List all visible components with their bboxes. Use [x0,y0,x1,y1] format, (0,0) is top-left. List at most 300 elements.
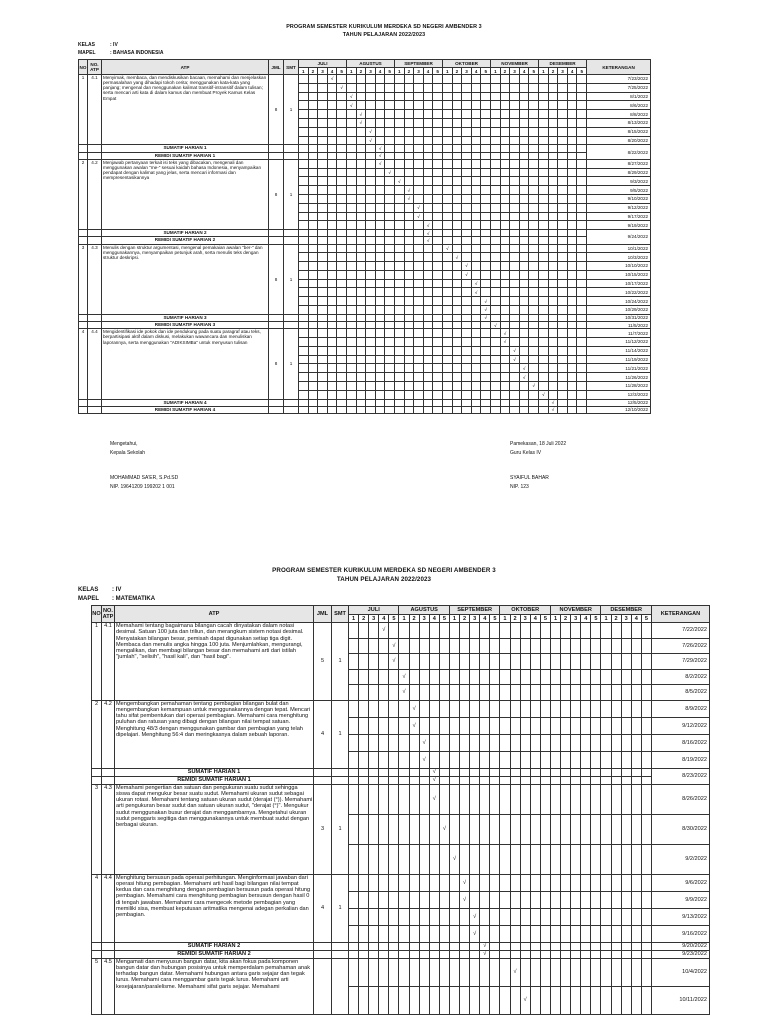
week-cell [540,734,550,751]
week-cell [389,950,399,958]
week-cell [471,322,481,329]
keterangan-date: 11/21/2022 [587,364,651,373]
week-cell [423,127,433,136]
week-cell [299,136,309,145]
week-cell [540,751,550,768]
week-cell [480,814,490,844]
week-cell [539,203,549,212]
week-cell [558,230,568,237]
week-cell [571,891,581,908]
week-number: 5 [385,68,395,75]
week-cell [327,306,337,315]
week-cell [510,279,520,288]
week-cell [366,390,376,399]
week-cell [423,338,433,347]
week-cell [337,399,347,406]
week-cell [449,638,459,654]
week-cell [601,669,611,685]
week-cell [385,203,395,212]
week-cell [369,950,379,958]
check-mark: √ [347,92,357,101]
week-cell [359,874,369,891]
week-cell [471,127,481,136]
week-number: 4 [567,68,577,75]
remidi-row [79,152,651,159]
week-number: 2 [308,68,318,75]
week-cell [443,92,453,101]
week-cell [375,306,385,315]
week-cell [318,145,328,152]
week-cell [540,700,550,717]
week-cell [395,230,405,237]
empty-cell [269,152,284,159]
week-cell [433,75,443,84]
week-cell [347,221,357,230]
week-cell [349,950,359,958]
week-cell [433,373,443,382]
week-cell [519,338,529,347]
week-cell [577,110,587,119]
week-cell [439,784,449,814]
week-cell [308,230,318,237]
check-mark: √ [414,212,424,221]
week-cell [471,168,481,177]
week-cell [481,329,491,338]
week-cell [540,669,550,685]
week-cell [347,279,357,288]
atp-description: Menyimak, membaca, dan mendiskusikan bacaan, memahami dan menjelaskan permasalahan yang dihadapi tokoh cerita; menggunakan kata-kata yang panjang; mengenal dan menggunakan kalimat transitif-intransitif dalam tulisan; serta mencari arti kata di dalam kamus dan membuat Proyek Kamus Kelas Empat [102,75,269,145]
keterangan-date: 9/5/2022 [587,186,651,195]
check-mark: √ [356,110,366,119]
week-cell [404,152,414,159]
week-number: 4 [471,68,481,75]
week-cell [359,768,369,776]
empty-cell [79,237,88,244]
week-cell [337,346,347,355]
week-cell [529,110,539,119]
week-cell [548,159,558,168]
week-cell [539,355,549,364]
week-cell [500,390,510,399]
week-cell [369,669,379,685]
week-number: 2 [359,615,369,623]
week-cell [327,399,337,406]
week-cell [510,212,520,221]
week-cell [567,382,577,391]
week-cell [439,925,449,942]
week-cell [443,399,453,406]
jml-value: 8 [269,75,284,145]
week-cell [414,230,424,237]
week-cell [470,623,480,639]
week-cell [356,177,366,186]
week-cell [510,168,520,177]
week-cell [460,776,470,784]
week-cell [409,751,419,768]
week-cell [337,186,347,195]
week-cell [299,306,309,315]
week-cell [347,288,357,297]
check-mark: √ [548,406,558,413]
week-cell [500,399,510,406]
table-row [92,784,710,814]
week-cell [581,908,591,925]
week-cell [519,127,529,136]
week-cell [510,288,520,297]
week-cell [318,306,328,315]
week-cell [337,288,347,297]
check-mark: √ [520,986,530,1014]
check-mark: √ [510,346,520,355]
week-cell [577,322,587,329]
keterangan-date: 10/24/2022 [587,297,651,306]
week-cell [567,297,577,306]
empty-cell [102,942,115,950]
row-number: 2 [79,159,88,229]
week-cell [375,177,385,186]
week-cell [500,734,510,751]
week-cell [443,203,453,212]
week-cell [462,399,472,406]
week-cell [385,297,395,306]
empty-cell [88,406,102,413]
week-cell [611,700,621,717]
week-cell [308,127,318,136]
atp-description: Menghitung bersusun pada operasi perhitungan. Menginformasi jawaban dari operasi hitung pembagian. Memahami arti hasil bagi bilangan nilai tempat kedua dan cara menghitung dengan pembagian bersusun pada operasi hitung pembagian. Memahami cara menghitung pembagian bersusun dengan hasil 0 di tengah jawaban. Memahami cara mengecek metode pembagian yang memiliki sisa, membuat keputusan aritmatika mengenai adegan perkalian dan pembagian. [115,874,314,942]
month-header: AGUSTUS [399,606,449,615]
week-cell [548,306,558,315]
week-cell [375,253,385,262]
week-cell [510,654,520,670]
week-cell [318,355,328,364]
week-cell [548,338,558,347]
week-cell [375,279,385,288]
week-cell [540,950,550,958]
week-cell [540,768,550,776]
week-cell [318,322,328,329]
atp-number: 4.4 [102,874,115,942]
week-cell [529,177,539,186]
row-number: 4 [79,329,88,399]
week-cell [399,814,409,844]
week-cell [591,654,601,670]
week-cell [510,186,520,195]
week-cell [359,958,369,986]
week-cell [601,623,611,639]
week-cell [460,844,470,874]
week-cell [601,942,611,950]
week-cell [500,101,510,110]
week-cell [419,986,429,1014]
week-cell [369,844,379,874]
week-cell [510,891,520,908]
week-cell [548,314,558,321]
week-cell [385,212,395,221]
week-cell [349,891,359,908]
week-cell [561,717,571,734]
week-cell [591,623,601,639]
week-cell [385,382,395,391]
week-cell [337,244,347,253]
week-cell [481,270,491,279]
week-cell [404,136,414,145]
week-cell [601,734,611,751]
keterangan-date: 10/31/2022 [587,314,651,321]
week-cell [558,75,568,84]
week-cell [530,986,540,1014]
week-cell [299,101,309,110]
week-cell [641,669,651,685]
week-cell [470,685,480,701]
week-cell [299,118,309,127]
week-cell [480,751,490,768]
week-cell [591,814,601,844]
jml-value: 8 [269,159,284,229]
week-cell [404,168,414,177]
week-cell [539,110,549,119]
week-cell [443,262,453,271]
week-cell [366,364,376,373]
week-number: 3 [558,68,568,75]
week-cell [299,194,309,203]
keterangan-date: 8/8/2022 [587,110,651,119]
week-cell [577,288,587,297]
week-cell [449,908,459,925]
week-cell [548,203,558,212]
week-cell [577,92,587,101]
week-cell [491,168,501,177]
week-cell [385,177,395,186]
week-cell [567,288,577,297]
week-cell [480,891,490,908]
week-cell [491,177,501,186]
week-cell [399,734,409,751]
empty-cell [332,942,349,950]
week-cell [423,159,433,168]
keterangan-date: 10/15/2022 [587,270,651,279]
week-cell [529,338,539,347]
header-no-atp: NO. ATP [88,60,102,75]
week-cell [443,288,453,297]
week-cell [462,92,472,101]
week-cell [611,717,621,734]
week-cell [337,212,347,221]
week-cell [452,382,462,391]
week-cell [567,194,577,203]
week-cell [520,685,530,701]
week-cell [641,776,651,784]
week-cell [631,874,641,891]
week-cell [308,406,318,413]
week-cell [558,127,568,136]
week-cell [567,212,577,221]
week-cell [471,92,481,101]
week-cell [299,237,309,244]
header-atp: ATP [115,606,314,623]
week-cell [433,186,443,195]
week-cell [481,288,491,297]
week-cell [577,159,587,168]
week-cell [385,288,395,297]
week-cell [481,253,491,262]
week-cell [641,751,651,768]
week-cell [356,297,366,306]
week-cell [558,399,568,406]
week-cell [423,279,433,288]
week-cell [375,75,385,84]
week-cell [550,623,560,639]
week-cell [510,373,520,382]
week-cell [375,406,385,413]
week-cell [581,784,591,814]
week-cell [462,373,472,382]
week-cell [359,784,369,814]
week-cell [327,152,337,159]
week-cell [530,925,540,942]
week-cell [404,364,414,373]
week-cell [481,279,491,288]
week-cell [510,145,520,152]
week-cell [452,92,462,101]
week-cell [529,237,539,244]
week-cell [439,654,449,670]
empty-cell [88,145,102,152]
doc-year: TAHUN PELAJARAN 2022/2023 [342,32,426,38]
empty-cell [92,776,102,784]
week-cell [462,203,472,212]
week-cell [481,406,491,413]
check-mark: √ [423,237,433,244]
week-cell [631,700,641,717]
week-number: 4 [327,68,337,75]
week-cell [558,244,568,253]
remidi-row-label: REMIDI SUMATIF HARIAN 1 [115,776,314,784]
week-cell [611,623,621,639]
week-cell [591,784,601,814]
week-cell [327,186,337,195]
week-cell [414,237,424,244]
week-cell [443,110,453,119]
week-cell [490,768,500,776]
check-mark: √ [375,145,385,152]
week-cell [389,986,399,1014]
week-cell [471,399,481,406]
week-cell [337,145,347,152]
week-cell [481,373,491,382]
week-cell [429,638,439,654]
week-cell [379,734,389,751]
week-cell [327,203,337,212]
week-cell [561,669,571,685]
week-cell [375,364,385,373]
week-cell [548,110,558,119]
week-cell [318,279,328,288]
week-cell [601,685,611,701]
week-cell [389,925,399,942]
week-cell [375,194,385,203]
week-cell [491,244,501,253]
week-cell [491,118,501,127]
remidi-row [79,322,651,329]
week-cell [540,986,550,1014]
week-cell [500,751,510,768]
week-cell [337,136,347,145]
week-cell [389,751,399,768]
week-cell [491,203,501,212]
kelas-label: KELAS [78,587,99,593]
week-cell [347,83,357,92]
week-cell [548,186,558,195]
week-cell [356,244,366,253]
week-cell [571,950,581,958]
week-cell [550,925,560,942]
week-cell [480,908,490,925]
check-mark: √ [470,908,480,925]
week-cell [631,844,641,874]
week-cell [337,262,347,271]
week-cell [540,638,550,654]
week-cell [452,101,462,110]
check-mark: √ [462,270,472,279]
week-cell [318,230,328,237]
week-cell [529,118,539,127]
week-cell [540,623,550,639]
week-cell [449,874,459,891]
week-cell [356,373,366,382]
week-cell [404,83,414,92]
week-cell [433,101,443,110]
week-cell [337,237,347,244]
week-cell [631,891,641,908]
week-cell [308,92,318,101]
week-cell [369,925,379,942]
week-cell [385,230,395,237]
check-mark: √ [389,638,399,654]
week-cell [308,306,318,315]
empty-cell [92,942,102,950]
week-cell [567,127,577,136]
week-cell [548,136,558,145]
week-cell [500,110,510,119]
week-cell [520,784,530,814]
week-cell [404,373,414,382]
keterangan-date: 8/5/2022 [651,685,709,701]
week-cell [491,270,501,279]
table-row [92,623,710,639]
week-cell [389,700,399,717]
week-cell [337,194,347,203]
week-cell [462,237,472,244]
week-cell [481,145,491,152]
week-cell [577,101,587,110]
keterangan-date: 8/20/2022 [587,136,651,145]
week-cell [299,168,309,177]
week-cell [601,958,611,986]
week-cell [318,244,328,253]
week-cell [462,390,472,399]
week-cell [577,194,587,203]
week-cell [375,373,385,382]
week-cell [439,751,449,768]
week-cell [558,101,568,110]
week-cell [327,194,337,203]
week-cell [369,623,379,639]
week-cell [366,270,376,279]
week-cell [337,270,347,279]
week-cell [539,237,549,244]
week-cell [327,364,337,373]
week-cell [327,230,337,237]
